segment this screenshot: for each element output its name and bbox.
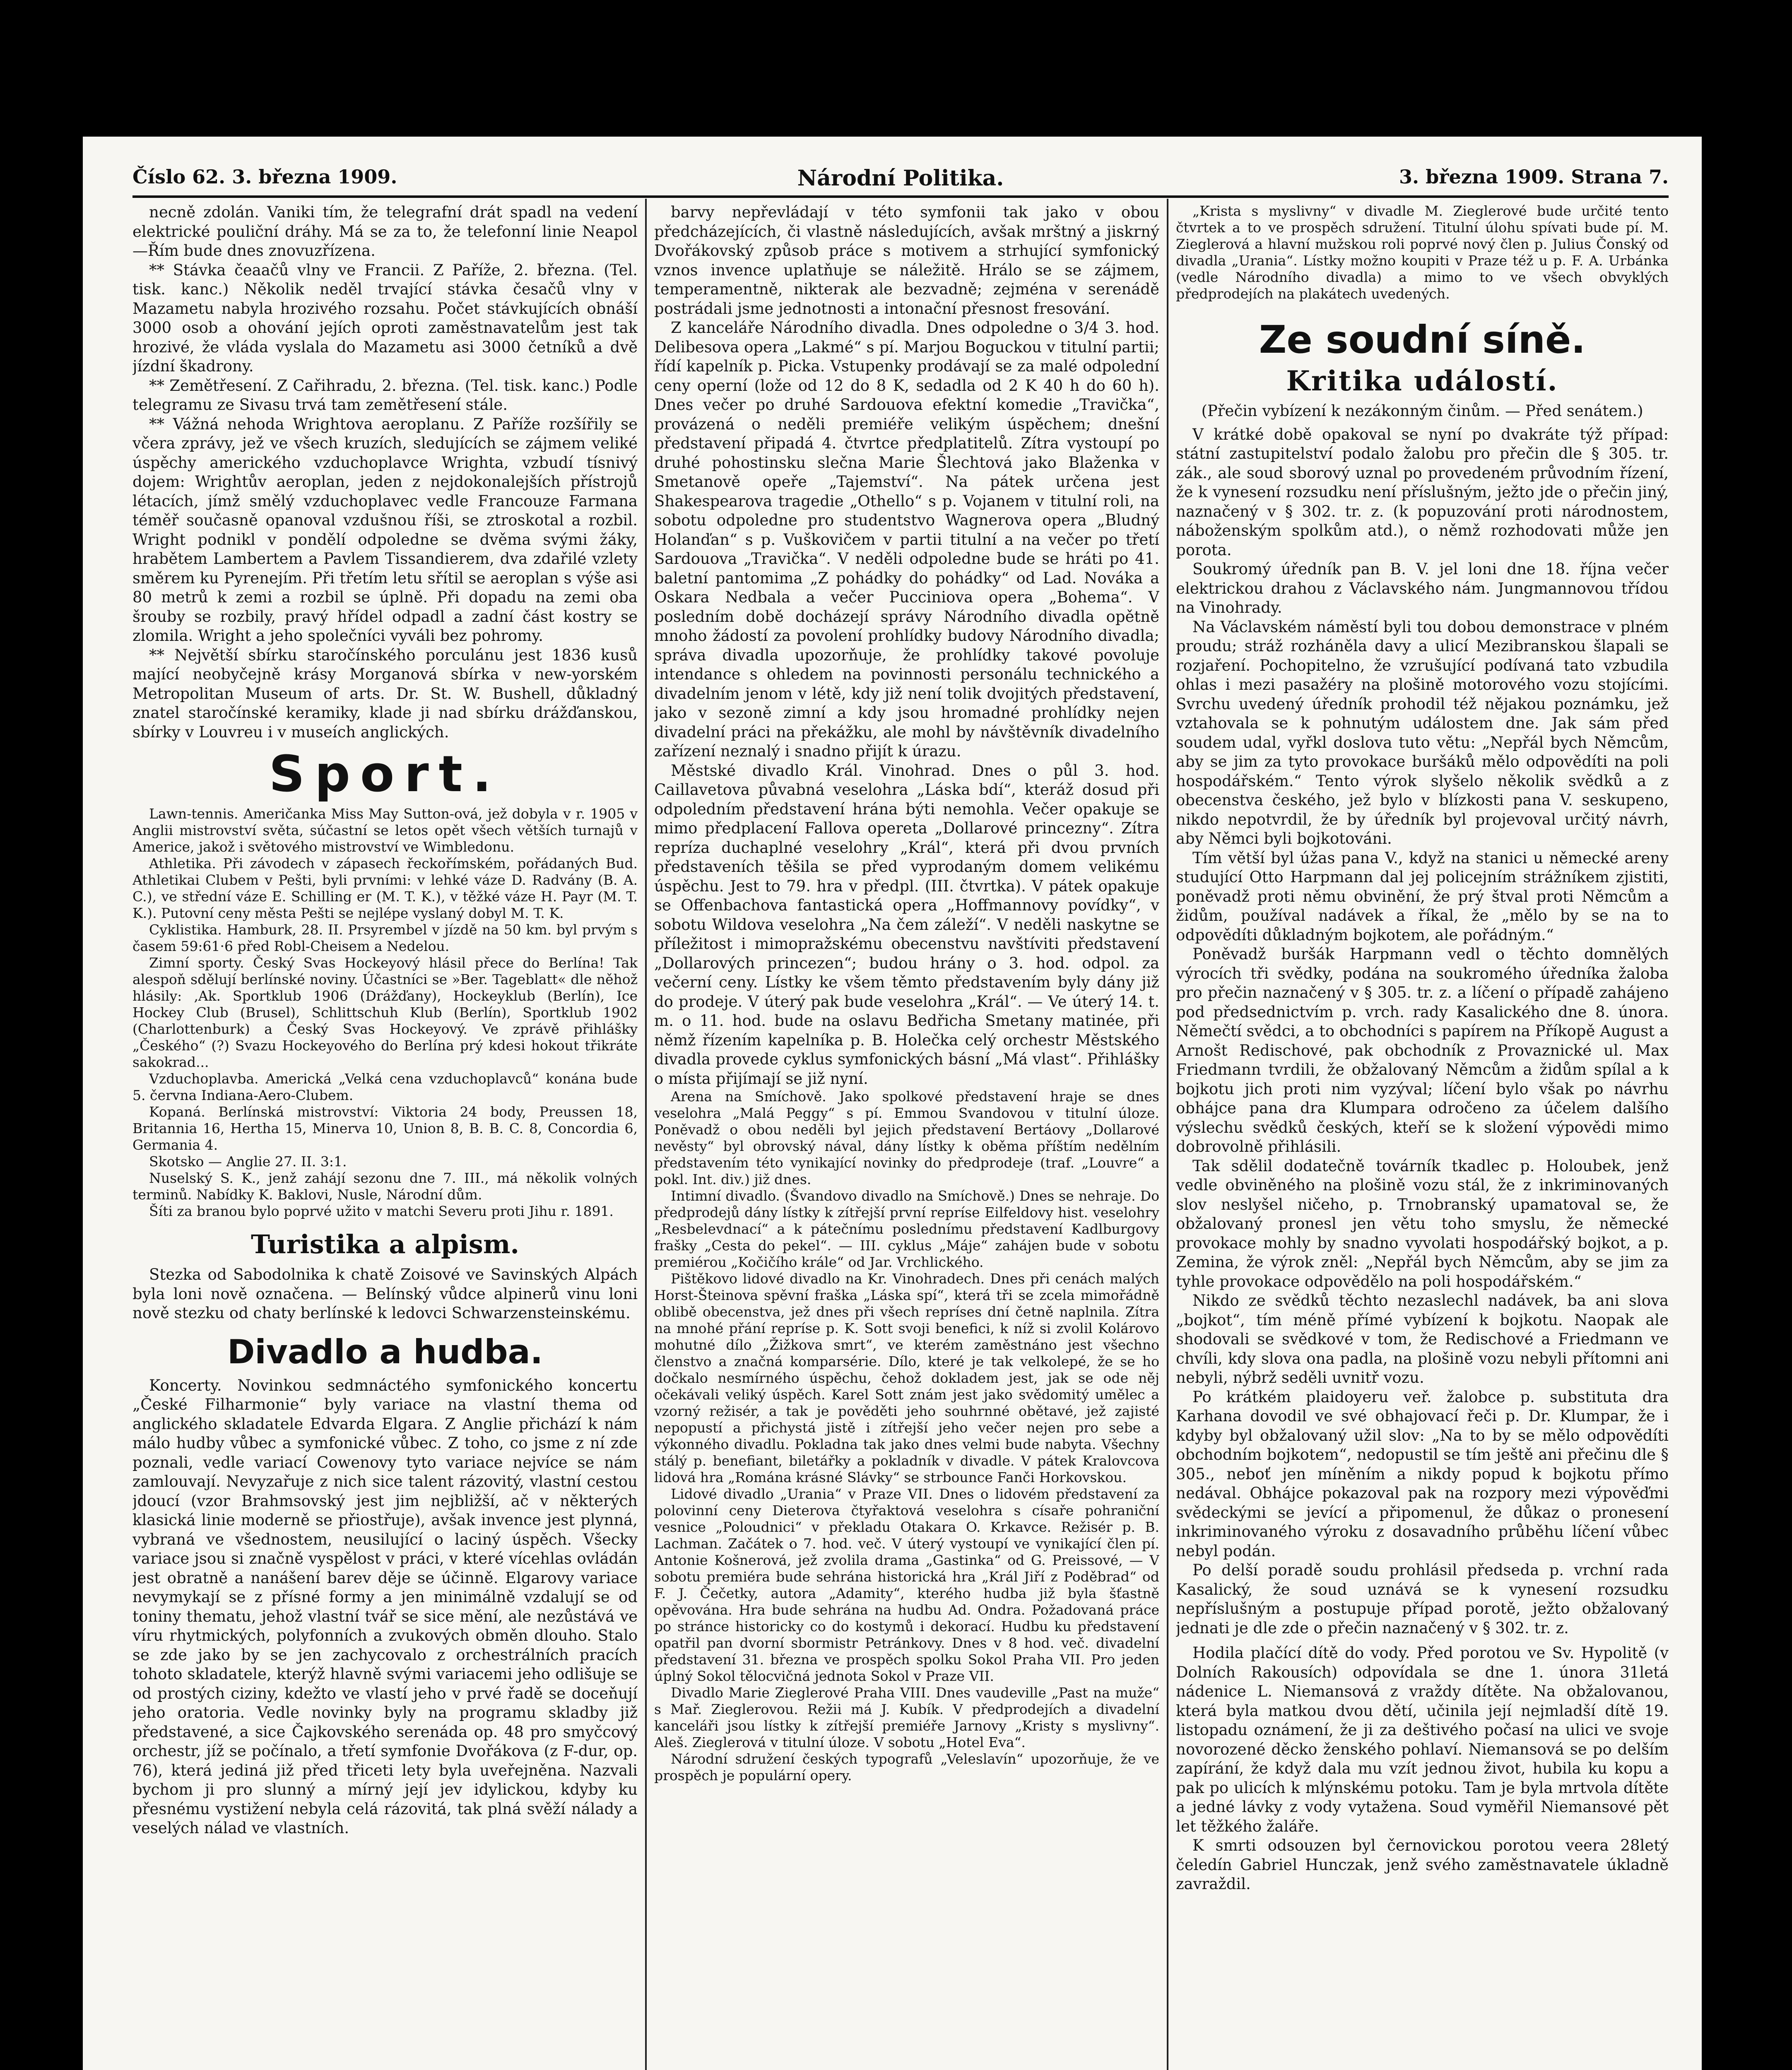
news-paragraph: Na Václavském náměstí byli tou dobou demonstrace v plném proudu; stráž rozháněla davy a ulicí Mezibranskou šlapali se rozjaření. Pochopitelno, že vzrušující podívaná tato vzbudila ohlas i mezi pasažéry na plošině motorového vozu stojícími. Svrchu uvedený úředník prohodil též nějakou poznámku, jež vztahovala se k pohnutým událostem dne. Jak sám před soudem udal, vyřkl doslova tuto větu: „Nepřál bych Němcům, aby se jim za tyto provokace buršáků mělo odpovědíti na poli hospodářském.“ Tento výrok slyšelo několik svědků a z obecenstva českého, jež bylo v blízkosti pana V. seskupeno, nikdo nepotvrdil, že by úředník byl projevoval určitý návrh, aby Němci byli bojkotováni. — [1176, 618, 1669, 847]
column-3 — [1176, 203, 1669, 2070]
sport-item: Nuselský S. K., jenž zahájí sezonu dne 7. III., má několik volných terminů. Nabídky K. Baklovi, Nusle, Národní dům. — [132, 1170, 638, 1203]
article-subtitle: (Přečin vybízení k nezákonným činům. — Před senátem.) — [1201, 402, 1643, 420]
news-paragraph: Soukromý úředník pan B. V. jel loni dne 18. října večer elektrickou drahou z Václavského nám. Jungmannovou třídou na Vinohrady. — [1176, 560, 1669, 616]
news-paragraph: V krátké době opakoval se nyní po dvakráte týž případ: státní zastupitelství podalo žalobu pro přečin dle § 305. tr. zák., ale soud sborový uznal po provedeném průvodním řízení, že k vynesení rozsudku není příslušným, ježto jde o přečin jiný, naznačený v § 302. tr. z. (k popuzování proti národnostem, náboženským spolkům atd.), o němž rozhodovati může jen porota. — [1176, 425, 1669, 559]
column-divider — [645, 199, 647, 2070]
news-paragraph: Tak sdělil dodatečně továrník tkadlec p. Holoubek, jenž vedle obviněného na plošině vozu stál, že z inkriminovaných slov neslyšel ničeho, p. Trnobranský upamatoval se, že obžalovaný pronesl jen větu toho smyslu, že německé provokace mohly by snadno vyvolati hospodářský bojkot, a p. Zemina, že výrok zněl: „Nepřál bych Němcům, aby se jim za tyhle provokace odpovědělo na poli hospodářském.“ — [1176, 1157, 1669, 1290]
masthead-title: Národní Politika. — [797, 166, 1004, 191]
news-paragraph: Arena na Smíchově. Jako spolkové představení hraje se dnes veselohra „Malá Peggy“ s pí. Emmou Svandovou v titulní úloze. Poněvadž o obou neděli byl jejich představení Bertáovy „Dollarové nevěsty“ byl obrovský nával, dány lístky k oběma příštím nedělním představením této vynikající novinky do předprodeje (traf. „Louvre“ a pokl. Int. div.) již dnes. — [654, 1088, 1159, 1187]
news-paragraph: Lidové divadlo „Urania“ v Praze VII. Dnes o lidovém představení za polovinní ceny Dieterova čtyřaktová veselohra s císaře pohraniční vesnice „Poloudnici“ v překladu Otakara O. Krkavce. Režisér p. B. Lachman. Začátek o 7. hod. več. V úterý vystoupí ve vynikající člen pí. Antonie Košnerová, jež zvolila drama „Gastinka“ od G. Preissové, — V sobotu premiéra bude sehrána historická hra „Král Jiří z Poděbrad“ od F. J. Čečetky, autora „Adamity“, kterého hudba již byla šťastně opěvována. Hra bude sehrána na hudbu Ad. Ondra. Požadovaná práce po stránce historicky co do kostymů i dekorací. Hudbu ku představení opatřil pan dvorní sbormistr Petránkovy. Dnes v 8 hod. več. divadelní představení 31. března ve prospěch spolku Sokol Praha VII. Pro jeden úplný Sokol tělocvičná jednota Sokol v Praze VII. — [654, 1486, 1159, 1684]
news-paragraph: Po delší poradě soudu prohlásil předseda p. vrchní rada Kasalický, že soud uznává se k vynesení rozsudku nepříslušným a postupuje případ porotě, ježto obžalovaný jednati je dle zde o přečin naznačený v § 302. tr. z. — [1176, 1561, 1669, 1637]
news-paragraph: Stezka od Sabodolnika k chatě Zoisové ve Savinských Alpách byla loni nově označena. — Belínský vůdce alpinerů vinu loni nově stezku od chaty berlínské k ledovci Schwarzensteinskému. — [132, 1266, 638, 1322]
news-paragraph: ** Největší sbírku staročínského porculánu jest 1836 kusů mající neobyčejně krásy Morganová sbírka v new-yorském Metropolitan Museum of arts. Dr. St. W. Bushell, důkladný znatel staročínské keramiky, klade ji nad sbírku drážďanskou, sbírky v Louvreu i v museích anglických. — [132, 646, 638, 741]
news-paragraph: Městské divadlo Král. Vinohrad. Dnes o půl 3. hod. Caillavetova půvabná veselohra „Láska bdí“, kteráž dosud při odpoledním představení hrána býti nemohla. Večer opakuje se mimo předplacení Fallova opereta „Dollarové princezny“. Zítra repríza duchaplné veselohry „Král“, která při dvou prvních představeních těšila se před vyprodaným domem velikému úspěchu. Jest to 79. hra v předpl. (III. čtvrtka). V pátek opakuje se Offenbachova fantastická opera „Hoffmannovy povídky“, v sobotu Wildova veselohra „Na čem záleží“. V neděli naskytne se příležitost i mimopražskému obecenstvu navštíviti představení „Dollarových princezen“; budou hrány o 3. hod. odpol. za večerní ceny. Lístky ke všem těmto představením byly dány již do prodeje. V úterý pak bude veselohra „Král“. — Ve úterý 14. t. m. o 11. hod. bude na oslavu Bedřicha Smetany matinée, při němž řízením kapelníka p. B. Holečka celý orchestr Městského divadla provede cyklus symfonických básní „Má vlast“. Přihlášky o místa přijímají se již nyní. — [654, 761, 1159, 1088]
date-page-number: 3. března 1909. Strana 7. — [1399, 166, 1669, 188]
header-rule — [132, 195, 1669, 198]
news-paragraph: Z kanceláře Národního divadla. Dnes odpoledne o 3/4 3. hod. Delibesova opera „Lakmé“ s pí. Marjou Boguckou v titulní partii; řídí kapelník p. Picka. Vstupenky prodávají se za malé odpolední ceny operní (lože od 12 do 8 K, sedadla od 2 K 40 h do 60 h). Dnes večer po druhé Sardouova efektní komedie „Travička“, provázená o neděli premiéře velikým úspěchem; dnešní představení připadá 4. čtvrtce předplatitelů. Zítra vystoupí po druhé pohostinsku slečna Marie Šlechtová jako Blaženka v Smetanově opeře „Tajemství“. Na pátek určena jest Shakespearova tragedie „Othello“ s p. Vojanem v titulní roli, na sobotu odpoledne pro studentstvo Wagnerova opera „Bludný Holanďan“ s p. Vuškovičem v partii titulní a na večer po třetí Sardouova „Travička“. V neděli odpoledne bude se hráti po 41. baletní pantomima „Z pohádky do pohádky“ od Lad. Nováka a Oskara Nedbala a večer Pucciniova opera „Bohema“. V posledním době docházejí správy Národního divadla opětně mnoho žádostí za povolení prohlídky budovy Národního divadla; správa divadla upozorňuje, že prohlídky takové povoluje intendance s ohledem na povinnosti personálu technického a divadelním jenom v létě, kdy již není tolik dvojitých představení, jako v sezoně zimní a kdy jsou hromadné prohlídky nejen divadelní práci na překážku, ale mohl by návštěvník divadelního zařízení neznalý i snadno přijít k úrazu. — [654, 319, 1159, 760]
news-paragraph: Divadlo Marie Zieglerové Praha VIII. Dnes vaudeville „Past na muže“ s Mař. Zieglerovou. Režii má J. Kubík. V předprodejích a divadelní kanceláři jsou lístky k zítřejší premiéře Jarnovy „Kristy s myslivny“. Aleš. Zieglerová v titulní úloze. V sobotu „Hotel Eva“. — [654, 1685, 1159, 1750]
sport-item: Lawn-tennis. Američanka Miss May Sutton-ová, jež dobyla v r. 1905 v Anglii mistrovství světa, súčastní se letos opět všech větších turnajů v Americe, jakož i světového mistrovství ve Wimbledonu. — [132, 806, 638, 855]
page-header — [132, 166, 1669, 195]
news-paragraph: ** Stávka čeaačů vlny ve Francii. Z Paříže, 2. března. (Tel. tisk. kanc.) Několik neděl trvající stávka česačů vlny v Mazametu nabyla hrozivého rozsahu. Počet stávkujících obnáší 3000 osob a ohování jejích oproti zaměstnavatelům jest tak hrozivé, že vláda vyslala do Mazametu asi 3000 četníků a dvě jízdní škadrony. — [132, 261, 638, 375]
issue-date-left: Číslo 62. 3. března 1909. — [132, 166, 397, 188]
news-paragraph: Tím větší byl úžas pana V., když na stanici u německé areny studující Otto Harpmann dal jej policejním strážníkem zjistiti, poněvadž proti němu obvinění, že prý štval proti Němcům a židům, používal nadávek a říkal, že „mělo by se na to odpovědíti důkladným bojkotem, ale pořádným.“ — [1176, 849, 1669, 944]
news-paragraph: Nikdo ze svědků těchto nezaslechl nadávek, ba ani slova „bojkot“, tím méně přímé vybízení k bojkotu. Naopak ale shodovali se svědkové v tom, že Redischové a Friedmann ve chvíli, kdy slova ona padla, na plošině vozu nebyli přítomni ani nebyli, nýbrž seděli uvnitř vozu. — [1176, 1292, 1669, 1386]
news-paragraph: ** Zemětřesení. Z Cařihradu, 2. března. (Tel. tisk. kanc.) Podle telegramu ze Sivasu trvá tam zemětřesení stále. — [132, 376, 638, 414]
sport-item: Zimní sporty. Český Svas Hockeyový hlásil přece do Berlína! Tak alespoň sdělují berlínské noviny. Účastníci se »Ber. Tageblatt« dle něhož hlásily: ‚Ak. Sportklub 1906 (Drážďany), Hockeyklub (Berlín), Ice Hockey Club (Brusel), Schlittschuh Klub (Berlín), Sportklub 1902 (Charlottenburk) a Český Svas Hockeyový. Ve zprávě přihlášky „Českého“ (?) Svazu Hockeyového do Berlína prý kdesi hokout třikráte sakokrad... — [132, 955, 638, 1070]
sport-item: Cyklistika. Hamburk, 28. II. Prsyrembel v jízdě na 50 km. byl prvým s časem 59:61·6 před Robl-Cheisem a Nedelou. — [132, 922, 638, 954]
news-paragraph: barvy nepřevládají v této symfonii tak jako v obou předcházejících, či vlastně následujících, avšak mrštný a jiskrný Dvořákovský způsob práce s motivem a strhující symfonický vznos invence uplatňuje se náležitě. Hrálo se se zájmem, temperamentně, nikterak ale bezvadně; zejména v serenádě postrádali jsme jednotnosti a intonační přesnost fresování. — [654, 203, 1159, 318]
newspaper-page — [83, 137, 1702, 2070]
news-paragraph: Pištěkovo lidové divadlo na Kr. Vinohradech. Dnes při cenách malých Horst-Šteinova spěvní fraška „Láska spí“, která tři se zcela mimořádně oblibě obecenstva, jež dnes při všech repríses dní četně naplnila. Zítra na mnohé přání repríse p. K. Sott svoji benefici, k níž si zvolil Kolárovo mohutné dílo „Žižkova smrt“, ve kterém zaměstnáno jest všechno členstvo a značná komparsérie. Dílo, které je tak velkolepé, že se ho dočkalo nesmírného úspěchu, čehož dokladem jest, jak se ode něj očekávali veliký úspěch. Karel Sott znám jest jako svědomitý umělec a vzorný režisér, a tak je pověděti jeho souhrnné obětavé, jež zajisté nepopustí a přichystá jistě i zítřejší jeho večer nejen pro sebe a výkonného divadlu. Pokladna tak jako dnes velmi bude nabyta. Všechny stálý p. benefiant, biletářky a pokladník v divadle. V pátek Kralovcova lidová hra „Romána krásné Slávky“ se strbounce Fanči Horkovskou. — [654, 1271, 1159, 1485]
news-paragraph: necně zdolán. Vaniki tím, že telegrafní drát spadl na vedení elektrické pouliční dráhy. Má se za to, že telefonní linie Neapol—Řím bude dnes znovuzřízena. — [132, 203, 638, 260]
sport-section — [132, 806, 638, 1220]
news-paragraph: Po krátkém plaidoyeru veř. žalobce p. substituta dra Karhana dovodil ve své obhajovací řeči p. Dr. Klumpar, že i kdyby byl obžalovaný užil slov: „Na to by se mělo odpovědíti obchodním bojkotem“, nedopustil se tím ještě ani přečinu dle § 305., neboť jen míněním a nikdy popud k bojkotu přímo nedával. Obhájce pokazoval pak na rozpory mezi výpověďmi svědeckými se jevící a připomenul, že důkaz o pronesení inkriminovaného výroku z dosavadního průběhu líčení vůbec nebyl podán. — [1176, 1388, 1669, 1560]
sport-item: Kopaná. Berlínská mistrovství: Viktoria 24 body, Preussen 18, Britannia 16, Hertha 15, Minerva 10, Union 8, B. B. C. 8, Concordia 6, Germania 4. — [132, 1104, 638, 1153]
sport-item: Vzduchoplavba. Americká „Velká cena vzduchoplavců“ konána bude 5. června Indiana-Aero-Clubem. — [132, 1071, 638, 1103]
news-paragraph: „Krista s myslivny“ v divadle M. Zieglerové bude určité tento čtvrtek a to ve prospěch sdružení. Titulní úlohu spívati bude pí. M. Zieglerová a hlavní mužskou roli poprvé nový člen p. Julius Čonský od divadla „Urania“. Lístky možno koupiti v Praze též u p. F. A. Urbánka (vedle Národního divadla) a mimo to ve všech obvyklých předprodejích na plakátech uvedených. — [1176, 203, 1669, 302]
section-heading-soudni-sin: Ze soudní síně. — [1259, 318, 1586, 362]
news-paragraph: K smrti odsouzen byl černovickou porotou veera 28letý čeledín Gabriel Hunczak, jenž svého zaměstnavatele úkladně zavraždil. — [1176, 1837, 1669, 1893]
news-paragraph: Hodila plačící dítě do vody. Před porotou ve Sv. Hypolitě (v Dolních Rakousích) odpovídala se dne 1. února 31letá nádenice L. Niemansová z vraždy dítěte. Na obžalovanou, která byla matkou dvou dětí, učinila její nejmladší dítě 19. listopadu oznámení, že ji za deštivého počasí na ulici ve svoje novorozené děcko ženského pohlaví. Niemansová se po delším zapírání, že když dala mu vzít jednou život, hubila ku kopu a pak po ulicích k mlýnskému potoku. Tam je byla mrtvola dítěte a jedné lávky z vody vytažena. Soud vyměřil Niemansové pět let těžkého žaláře. — [1176, 1644, 1669, 1835]
news-paragraph: Koncerty. Novinkou sedmnáctého symfonického koncertu „České Filharmonie“ byly variace na vlastní thema od anglického skladatele Edvarda Elgara. Z Anglie přichází k nám málo hudby vůbec a symfonické vůbec. Z toho, co jsme z ní zde poznali, vedle variací Cowenovy tyto variace nejvíce se nám zamlouvají. Nevyzařuje z nich sice talent rázovitý, vlastní cestou jdoucí (vzor Brahmsovský jest jim nejbližší, ač v některých klasická linie moderně se přiostřuje), avšak invence jest plynná, vybraná ve všednostem, neusilující o laciný úspěch. Všecky variace jsou si značně vyspělost v práci, v které vícehlas ovládán jest obratně a nanášení barev děje se účinně. Elgarovy variace nevymykají se z přísné formy a jen minimálně vzdalují se od toniny thematu, jehož vlastní tvář se sice mění, ale nezůstává ve víru rhytmických, polyfonních a zvukových obměn dlouho. Stalo se zde jako by se jen zachycovalo z orchestrálních pracích tohoto skladatele, kterýž hlavně svými variacemi jeho odlišuje se od prostých ciziny, kdežto ve vlastí jeho v prvé řadě se doceňují jeho oratoria. Vedle novinky byly na programu skladby již představené, a sice Čajkovského serenáda op. 48 pro smyčcový orchestr, jíž se počínalo, a třetí symfonie Dvořákova (z F-dur, op. 76), která jediná již před třiceti lety byla uveřejněna. Nazvali bychom ji pro slunný a mírný její jev idylickou, kdyby ku přesnému vystižení nebyla celá rázovitá, tak plná svěží nálady a veselých nálad ve vlastních. — [132, 1376, 638, 1837]
sport-item: Athletika. Při závodech v zápasech řeckořímském, pořádaných Bud. Athletikai Clubem v Pešti, byli prvními: v lehké váze D. Radvány (B. A. C.), ve střední váze E. Schilling er (M. T. K.), v těžké váze H. Payr (M. T. K.). Putovní ceny města Pešti se nejlépe vyslaný dobyl M. T. K. — [132, 855, 638, 921]
section-heading-sport: Sport. — [269, 746, 501, 803]
news-paragraph: ** Vážná nehoda Wrightova aeroplanu. Z Paříže rozšířily se včera zprávy, jež ve všech kruzích, sledujících se zájmem veliké úspěchy amerického vzduchoplavce Wrighta, vzbudí tísnivý dojem: Wrightův aeroplan, jeden z nejdokonalejších přístrojů létacích, jímž smělý vzduchoplavec vedle Francouze Farmana téměř současně opanoval vzdušnou říši, se ztroskotal a rozbil. Wright podnikl v pondělí odpoledne se dvěma svými žáky, hrabětem Lambertem a Pavlem Tissandierem, dva zdařilé vzlety směrem ku Pyrenejím. Při třetím letu sřítil se aeroplan s výše asi 80 metrů k zemi a rozbil se úplně. Při dopadu na zemi oba šrouby se rozbily, pravý hřídel odpadl a zadní část kostry se zlomila. Wright a jeho společníci vyváli bez pohromy. — [132, 415, 638, 645]
news-paragraph: Intimní divadlo. (Švandovo divadlo na Smíchově.) Dnes se nehraje. Do předprodejů dány lístky k zítřejší první repríse Eilfeldovy hist. veselohry „Resbelevdnací“ a k pátečnímu poslednímu představení Kadlburgovy frašky „Cesta do pekel“. — III. cyklus „Máje“ zahájen bude v sobotu premiérou „Kočičího krále“ od Jar. Vrchlického. — [654, 1188, 1159, 1270]
spacer — [1176, 1638, 1669, 1644]
column-divider — [1167, 199, 1168, 2070]
notice-block — [1176, 203, 1669, 302]
news-paragraph: Poněvadž buršák Harpmann vedl o těchto domnělých výrocích tři svědky, podána na soukromého úředníka žaloba pro přečin naznačený v § 305. tr. z. a líčení o případě zahájeno pod předsednictvím p. vrch. rady Kasalického dne 8. února. Němečtí svědci, a to obchodníci s papírem na Příkopě August a Arnošt Redischové, pak obchodník z Provaznické ul. Max Friedmann tvrdili, že obžalovaný Němcům a židům spílal a k bojkotu jich proti nim vyzýval; líčení bylo však po návrhu obhájce pana dra Klumpara odročeno za účelem dalšího výslechu svědků českých, kteří se k složení výpovědi mimo dobrovolně přihlásili. — [1176, 945, 1669, 1155]
news-paragraph: Národní sdružení českých typografů „Veleslavín“ upozorňuje, že ve prospěch je populární opery. — [654, 1751, 1159, 1784]
sport-item: Skotsko — Anglie 27. II. 3:1. — [149, 1153, 347, 1170]
section-heading-turistika: Turistika a alpism. — [250, 1229, 520, 1259]
article-title: Kritika událostí. — [1286, 365, 1558, 397]
column-1 — [132, 203, 638, 2070]
sport-item: Šíti za branou bylo poprvé užito v matchi Severu proti Jihu r. 1891. — [149, 1203, 614, 1219]
section-heading-divadlo: Divadlo a hudba. — [227, 1332, 543, 1371]
column-2 — [654, 203, 1159, 2070]
theatre-notices — [654, 1088, 1159, 1784]
